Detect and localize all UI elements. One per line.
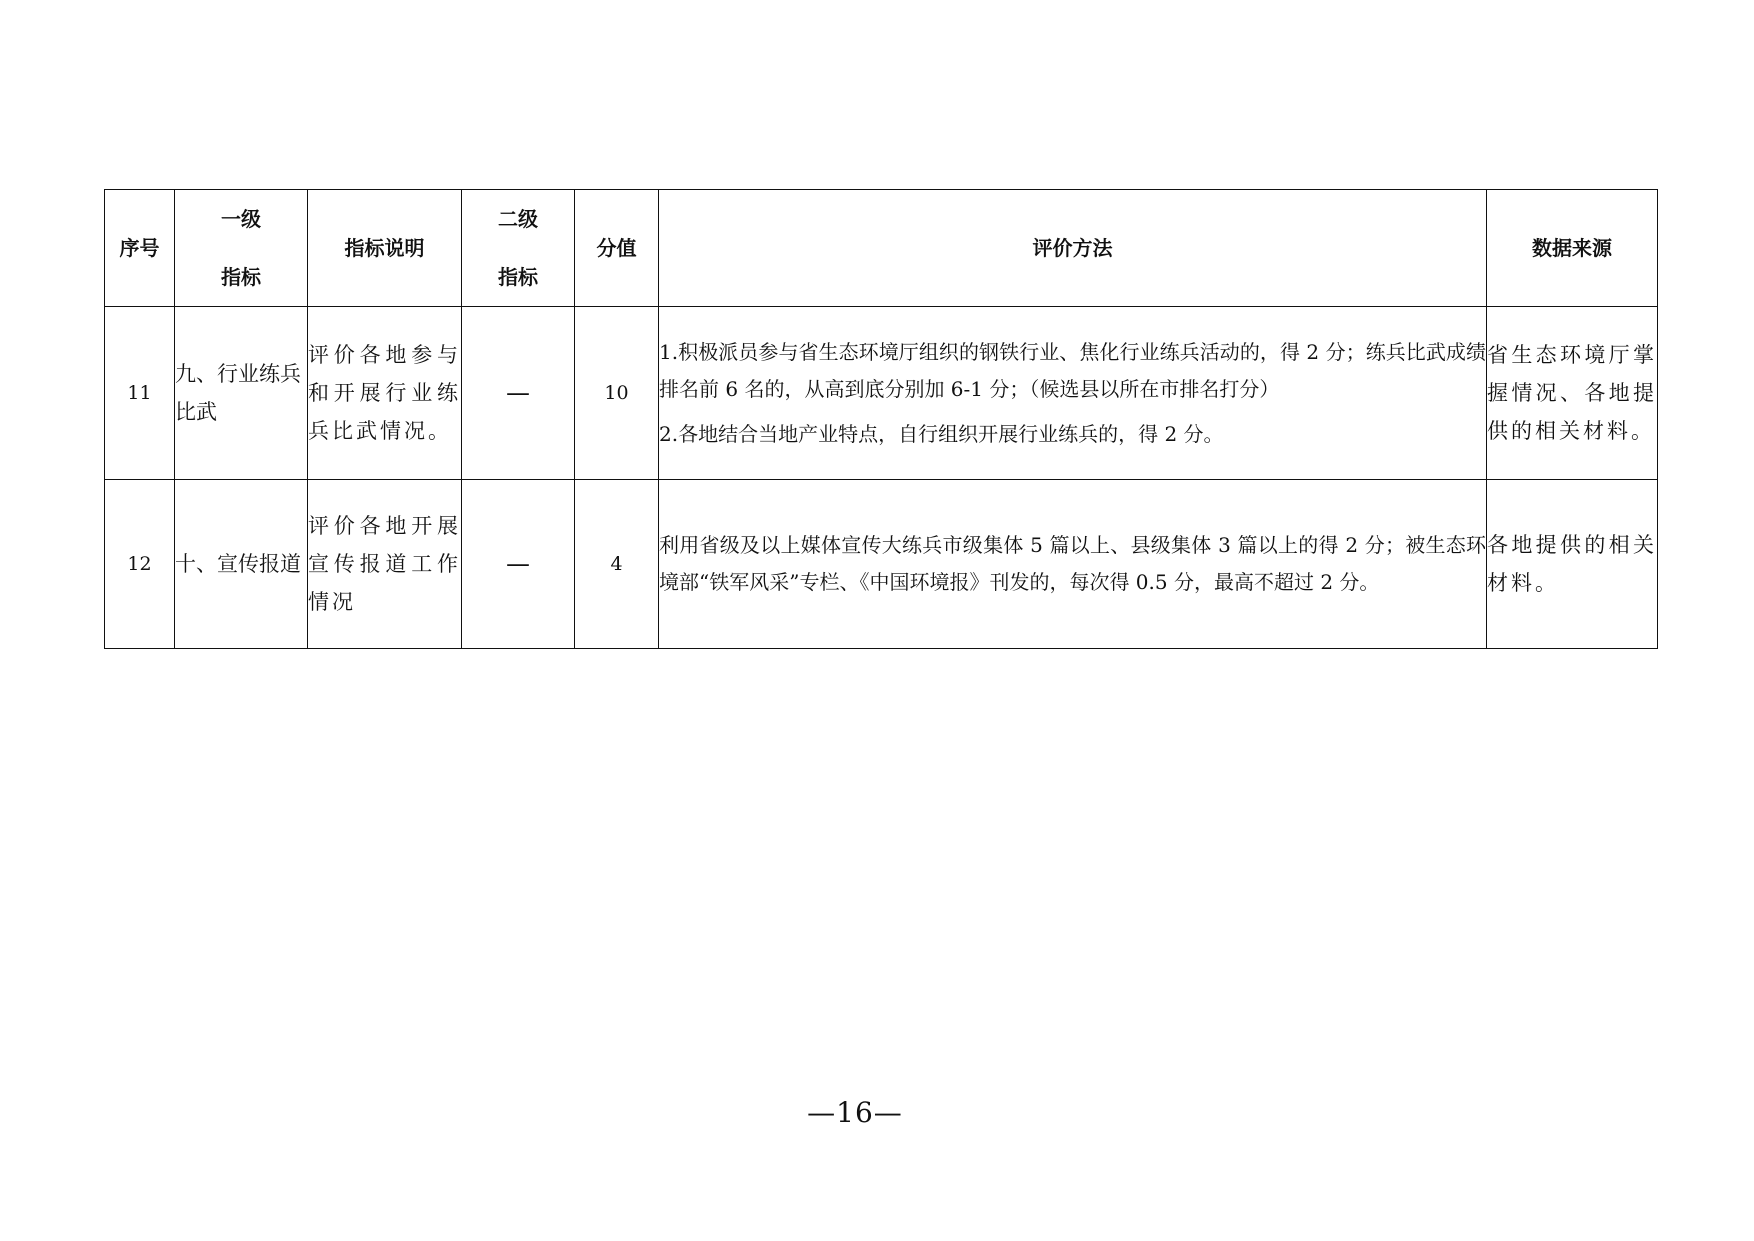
table-row <box>105 480 1658 649</box>
header-description: 指标说明 <box>308 190 462 307</box>
header-score: 分值 <box>575 190 659 307</box>
row-score: 10 <box>575 307 659 480</box>
row-level2-indicator: — <box>462 307 575 480</box>
header-level2-line2: 指标 <box>498 265 538 289</box>
row-data-source: 各地提供的相关材料。 <box>1487 480 1658 649</box>
header-level2 <box>462 190 575 307</box>
row-data-source: 省生态环境厅掌握情况、各地提供的相关材料。 <box>1487 307 1658 480</box>
evaluation-table <box>104 189 1658 649</box>
table-row <box>105 307 1658 480</box>
page-number: —16— <box>807 1096 903 1129</box>
header-no: 序号 <box>105 190 175 307</box>
header-method: 评价方法 <box>659 190 1487 307</box>
row-description: 评价各地参与和开展行业练兵比武情况。 <box>308 307 462 480</box>
row-method <box>659 307 1487 480</box>
row-score: 4 <box>575 480 659 649</box>
row-level2-indicator: — <box>462 480 575 649</box>
row-method-item-2: 2.各地结合当地产业特点，自行组织开展行业练兵的，得 2 分。 <box>659 421 1224 446</box>
row-level1-indicator: 九、行业练兵比武 <box>175 307 308 480</box>
row-method <box>659 480 1487 649</box>
row-no: 12 <box>105 480 175 649</box>
row-level1-indicator: 十、宣传报道 <box>175 480 308 649</box>
row-description: 评价各地开展宣传报道工作情况 <box>308 480 462 649</box>
header-level2-line1: 二级 <box>498 207 538 231</box>
table-header-row <box>105 190 1658 307</box>
header-level1 <box>175 190 308 307</box>
row-method-item-1: 1.积极派员参与省生态环境厅组织的钢铁行业、焦化行业练兵活动的，得 2 分；练兵比武成绩排名前 6 名的，从高到底分别加 6-1 分；（候选县以所在市排名打分） <box>659 339 1486 401</box>
header-level1-line1: 一级 <box>221 207 261 231</box>
header-level1-line2: 指标 <box>221 265 261 289</box>
row-no: 11 <box>105 307 175 480</box>
row-method-item-1: 利用省级及以上媒体宣传大练兵市级集体 5 篇以上、县级集体 3 篇以上的得 2 分；被生态环境部“铁军风采”专栏、《中国环境报》刊发的，每次得 0.5 分，最高不超过 2 分。 <box>659 533 1486 594</box>
header-source: 数据来源 <box>1487 190 1658 307</box>
